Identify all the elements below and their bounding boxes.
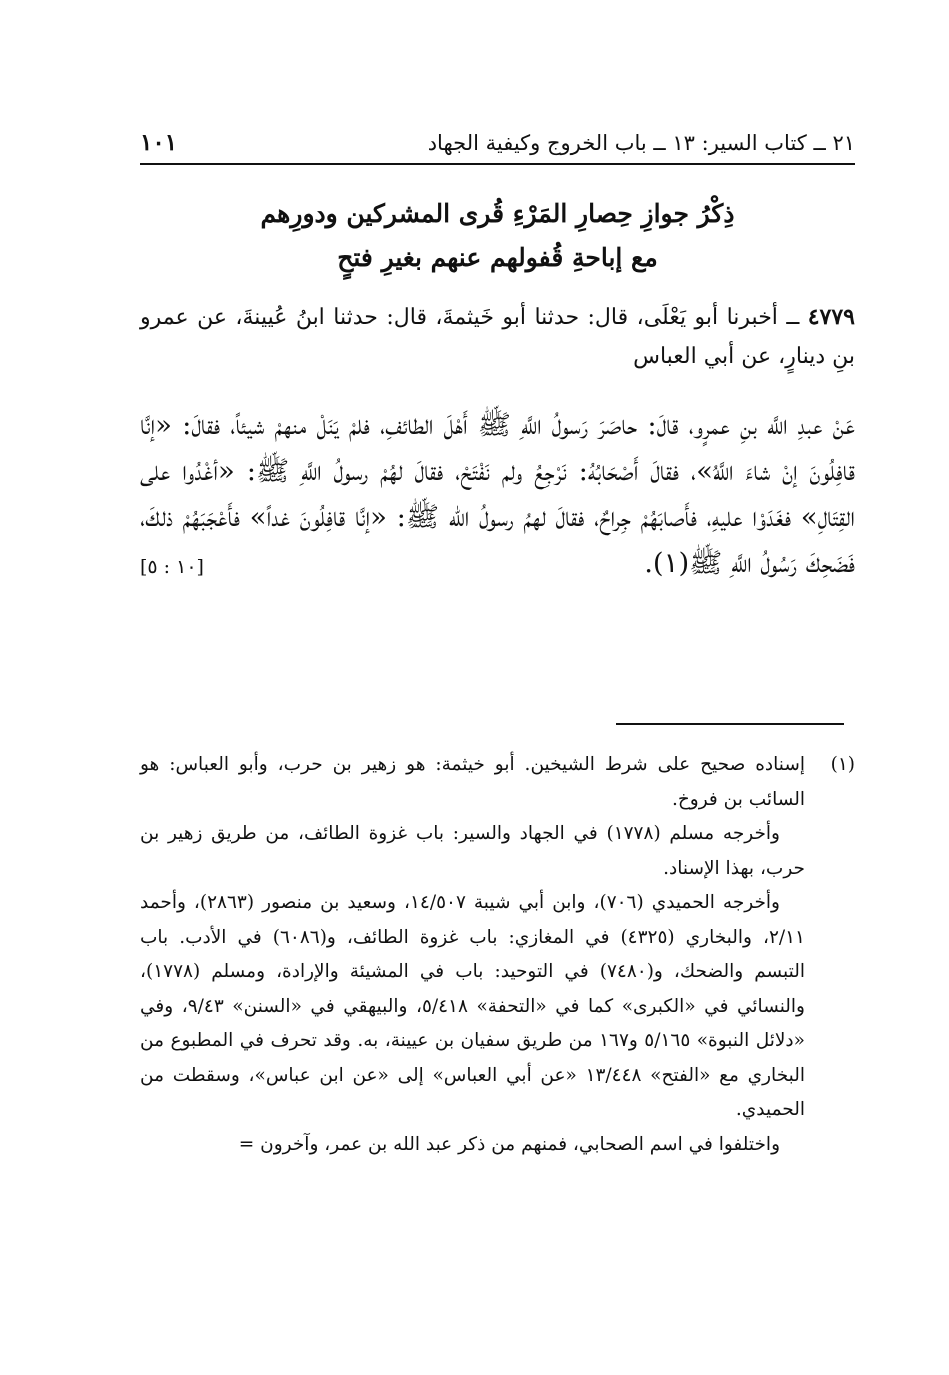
footnote-1	[140, 748, 855, 817]
footnote-paragraph: واختلفوا في اسم الصحابي، فمنهم من ذكر عبد الله بن عمر، وآخرون =	[238, 1133, 780, 1155]
matn-text: عَنْ عبدِ اللَّه بنِ عمرٍو، قالَ: حاصَرَ رَسولُ اللَّهِ ﷺ أَهْلَ الطائفِ، فلمْ يَنَلْ منهمْ شيئاً، فقالَ: «إنَّا قافِلُونَ إنْ شاءَ اللَّهُ»، فقالَ أَصْحَابُهُ: نَرْجِعُ ولم نَفْتَحْ، فقالَ لهُمْ رسولُ اللَّهِ ﷺ: «أغْدُوا على القِتَالِ» فغَدَوْا عليهِ، فأَصابَهُمْ جِراحٌ، فقالَ لهمُ رسولُ الله ﷺ: «إنَّا قافِلُونَ غداً» فأَعْجَبَهُمْ ذلكَ، فَضَحِكَ رَسُولُ اللَّهِ ﷺ(١).	[140, 409, 855, 579]
hadith-number: ٤٧٧٩	[807, 304, 855, 330]
footnote-continuation	[140, 817, 855, 1162]
footnote-paragraph: وأخرجه الحميدي (٧٠٦)، وابن أبي شيبة ١٤/٥٠٧، وسعيد بن منصور (٢٨٦٣)، وأحمد ٢/١١، والبخاري (٤٣٢٥) في المغازي: باب غزوة الطائف، و(٦٠٨٦) في الأدب. باب التبسم والضحك، و(٧٤٨٠) في التوحيد: باب في المشيئة والإرادة، ومسلم (١٧٧٨)، والنسائي في «الكبرى» كما في «التحفة» ٥/٤١٨، والبيهقي في «السنن» ٩/٤٣، وفي «دلائل النبوة» ٥/١٦٥ و١٦٧ من طريق سفيان بن عيينة، به. وقد تحرف في المطبوع من البخاري مع «الفتح» ١٣/٤٤٨ «عن أبي العباس» إلى «عن ابن عباس»، وسقطت من الحميدي.	[140, 892, 805, 1120]
footnote-paragraph: وأخرجه مسلم (١٧٧٨) في الجهاد والسير: باب غزوة الطائف، من طريق زهير بن حرب، بهذا الإسناد.	[140, 823, 805, 879]
heading-line-2: مع إباحةِ قُفولهم عنهم بغيرِ فتحٍ	[337, 243, 658, 272]
page-header	[140, 112, 855, 158]
isnad-text: ــ أخبرنا أبو يَعْلَى، قال: حدثنا أبو خَيثمةَ، قال: حدثنا ابنُ عُيينةَ، عن عمرو بنِ دينارٍ، عن أبي العباس	[140, 305, 855, 369]
running-head: ٢١ ــ كتاب السير: ١٣ ــ باب الخروج وكيفية الجهاد	[427, 131, 855, 155]
chapter-heading	[140, 192, 855, 280]
footnotes	[140, 748, 855, 1162]
heading-line-1: ذِكْرُ جوازِ حِصارِ المَرْءِ قُرى المشركين ودورِهم	[260, 199, 735, 228]
footnote-paragraph: إسناده صحيح على شرط الشيخين. أبو خيثمة: هو زهير بن حرب، وأبو العباس: هو السائب بن فروخ.	[140, 754, 805, 810]
header-divider	[140, 163, 855, 165]
footnote-marker: (١)	[830, 754, 855, 775]
page-number: ١٠١	[140, 129, 178, 156]
hadith-reference: [١٠ : ٥]	[140, 556, 204, 578]
footnote-divider	[616, 723, 844, 725]
hadith-isnad	[140, 298, 855, 376]
hadith-matn	[140, 402, 855, 590]
